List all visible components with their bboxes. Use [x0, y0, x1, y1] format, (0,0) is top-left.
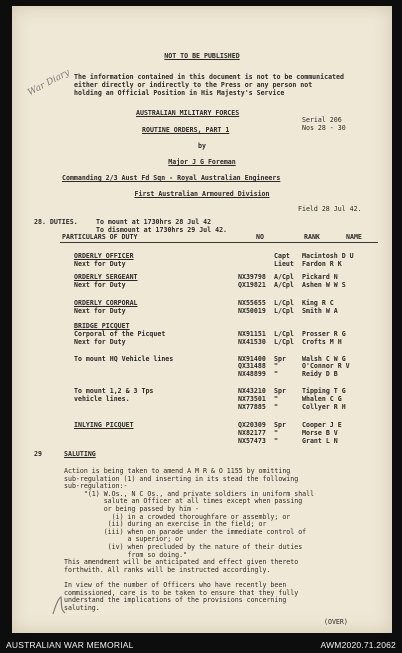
rank-cell: Lieut — [274, 260, 294, 268]
commander-name: Major J G Foreman — [168, 158, 236, 166]
duty-cell: Next for Duty — [74, 338, 126, 346]
serial-number: Serial 206 — [302, 116, 342, 124]
duty-cell: To mount 1,2 & 3 Tps — [74, 387, 154, 395]
service-number-cell: QX19821 — [238, 281, 266, 289]
duty-cell: To mount HQ Vehicle lines — [74, 355, 174, 363]
name-cell: Crofts M H — [302, 338, 342, 346]
notice-line-3: holding an Official Position in His Majesty's Service — [74, 89, 285, 97]
name-cell: Cooper J E — [302, 421, 342, 429]
saluting-line: "(1) W.Os., N C Os., and private soldiers in uniform shall — [64, 489, 315, 498]
rank-cell: L/Cpl — [274, 299, 294, 307]
rank-cell: A/Cpl — [274, 273, 294, 281]
notice-line-1: The information contained in this document is not to be communicated — [74, 73, 344, 81]
duty-cell: Corporal of the Picquet — [74, 330, 166, 338]
duties-heading: 28. DUTIES. — [34, 218, 78, 226]
routine-orders-heading: ROUTINE ORDERS, PART 1 — [142, 126, 230, 134]
service-number-cell: NX41530 — [238, 338, 266, 346]
duty-cell: INLYING PICQUET — [74, 421, 134, 429]
name-cell: Reidy D B — [302, 370, 338, 378]
duty-cell: Next for Duty — [74, 307, 126, 315]
service-number-cell: NX57473 — [238, 437, 266, 445]
saluting-line: (iii) when on parade under the immediate control of — [64, 527, 307, 536]
service-number-cell: NX50019 — [238, 307, 266, 315]
name-cell: Collyer R H — [302, 403, 346, 411]
name-cell: Tipping T G — [302, 387, 346, 395]
forces-heading: AUSTRALIAN MILITARY FORCES — [136, 109, 240, 117]
duties-mount-time: To mount at 1730hrs 28 Jul 42 — [96, 218, 212, 226]
rank-cell: Spr — [274, 355, 286, 363]
by-line: by — [198, 142, 206, 150]
rank-cell: L/Cpl — [274, 330, 294, 338]
duty-cell: ORDERLY OFFICER — [74, 252, 134, 260]
rank-cell: L/Cpl — [274, 307, 294, 315]
name-cell: Morse B V — [302, 429, 338, 437]
footer-accession-number: AWM2020.71.2062 — [320, 640, 396, 650]
footer-institution: AUSTRALIAN WAR MEMORIAL — [6, 640, 134, 650]
saluting-line: understand the implications of the provisions concerning — [64, 596, 287, 605]
duty-cell: vehicle lines. — [74, 395, 130, 403]
saluting-line: In view of the number of Officers who have recently been — [64, 581, 287, 589]
column-header-duty: PARTICULARS OF DUTY — [62, 233, 138, 241]
service-number-cell: NX77885 — [238, 403, 266, 411]
column-header-rank: RANK — [304, 233, 320, 241]
saluting-line: or being passed by him - — [64, 505, 199, 513]
rank-cell: " — [274, 362, 278, 370]
rank-cell: L/Cpl — [274, 338, 294, 346]
division-name: First Australian Armoured Division — [134, 190, 270, 198]
rank-cell: Spr — [274, 387, 286, 395]
service-number-cell: NX48899 — [238, 370, 266, 378]
commanding-unit: Commanding 2/3 Aust Fd Sqn - Royal Australian Engineers — [62, 174, 281, 182]
service-number-cell: NX73501 — [238, 395, 266, 403]
column-header-name: NAME — [346, 233, 362, 241]
rank-cell: Spr — [274, 421, 286, 429]
service-number-cell: QX31488 — [238, 362, 266, 370]
duties-dismount-time: To dismount at 1730hrs 29 Jul 42. — [96, 226, 228, 234]
saluting-line: salute an Officer at all times except when passing — [64, 497, 303, 506]
saluting-line: This amendment will be anticipated and effect given thereto — [64, 558, 299, 567]
service-number-cell: NX82177 — [238, 429, 266, 437]
notice-line-2: either directly or indirectly to the Press or any person not — [74, 81, 313, 89]
saluting-line: (iv) when precluded by the nature of their duties — [64, 543, 303, 551]
duty-cell: Next for Duty — [74, 260, 126, 268]
service-number-cell: NX55655 — [238, 299, 266, 307]
name-cell: Fardon R K — [302, 260, 342, 268]
service-number-cell: NX39798 — [238, 273, 266, 281]
service-number-cell: QX20309 — [238, 421, 266, 429]
name-cell: Walsh C W G — [302, 355, 346, 363]
saluting-line: commissioned, care is to be taken to ensure that they fully — [64, 588, 299, 597]
not-published-heading: NOT TO BE PUBLISHED — [164, 52, 240, 60]
name-cell: King R C — [302, 299, 334, 307]
duty-cell: Next for Duty — [74, 281, 126, 289]
name-cell: Whalen C G — [302, 395, 342, 403]
rank-cell: " — [274, 370, 278, 378]
saluting-line: Action is being taken to amend A M R & O 1155 by omitting — [64, 467, 291, 475]
table-header-rule — [60, 242, 378, 243]
saluting-line: a superior; or — [64, 535, 184, 544]
saluting-line: from so doing." — [64, 550, 188, 559]
rank-cell: " — [274, 395, 278, 403]
name-cell: Ashen W W S — [302, 281, 346, 289]
saluting-title: SALUTING — [64, 450, 96, 458]
over-marker: (OVER) — [324, 618, 348, 626]
saluting-line: forthwith. All ranks will be instructed accordingly. — [64, 565, 271, 574]
rank-cell: " — [274, 429, 278, 437]
rank-cell: " — [274, 403, 278, 411]
duty-cell: BRIDGE PICQUET — [74, 322, 130, 330]
name-cell: Prosser R G — [302, 330, 346, 338]
name-cell: Pickard N — [302, 273, 338, 281]
handwritten-initial-mark — [50, 594, 70, 618]
duty-cell: ORDERLY CORPORAL — [74, 299, 138, 307]
rank-cell: " — [274, 437, 278, 445]
rank-cell: Capt — [274, 252, 290, 260]
order-numbers: Nos 28 - 30 — [302, 124, 346, 132]
document-page — [12, 6, 392, 633]
field-date: Field 28 Jul 42. — [298, 205, 362, 213]
saluting-line: saluting. — [64, 603, 100, 612]
saluting-line: (i) in a crowded thoroughfare or assembly; or — [64, 512, 291, 521]
saluting-line: sub-regulation (1) and inserting in its stead the following — [64, 474, 299, 483]
service-number-cell: NX91400 — [238, 355, 266, 363]
saluting-line: (ii) during an exercise in the field; or — [64, 520, 267, 529]
name-cell: Macintosh D U — [302, 252, 354, 260]
name-cell: O'Connor R V — [302, 362, 350, 370]
saluting-line: sub-regulation:- — [64, 482, 128, 491]
service-number-cell: NX91151 — [238, 330, 266, 338]
name-cell: Smith W A — [302, 307, 338, 315]
duty-cell: ORDERLY SERGEANT — [74, 273, 138, 281]
saluting-number: 29 — [34, 450, 42, 458]
column-header-no: NO — [256, 233, 264, 241]
service-number-cell: NX43210 — [238, 387, 266, 395]
rank-cell: A/Cpl — [274, 281, 294, 289]
name-cell: Grant L N — [302, 437, 338, 445]
handwritten-margin-note: War Diary — [26, 67, 72, 99]
